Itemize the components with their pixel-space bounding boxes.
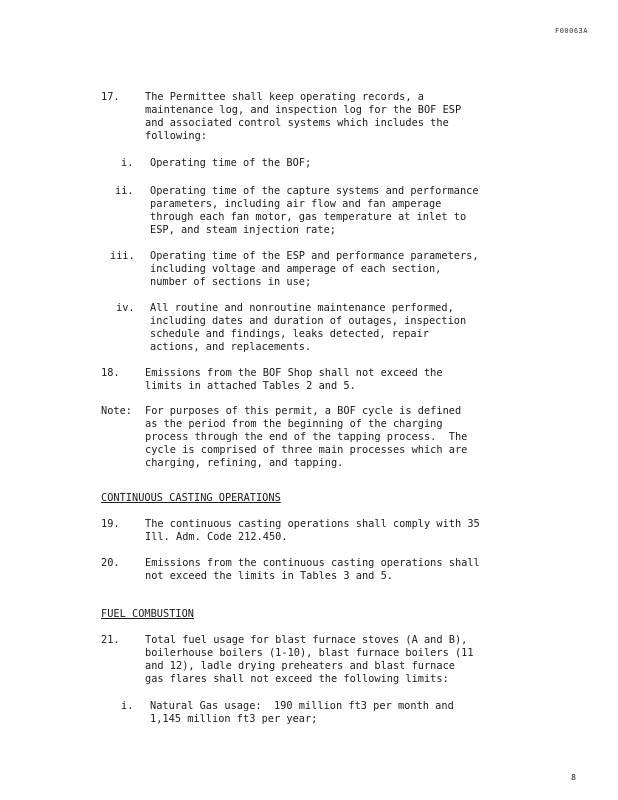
text-line: gas flares shall not exceed the following limits: [145,673,449,685]
text-line: Emissions from the BOF Shop shall not exceed the [145,367,443,379]
text-line: as the period from the beginning of the charging [145,418,443,430]
subitem-number: iv. [116,302,135,314]
text-line: cycle is comprised of three main processes which are [145,444,468,456]
condition-number: 19. [101,518,120,530]
document-code: F00063A [554,27,588,35]
text-line: including voltage and amperage of each section, [150,263,442,275]
condition-text [145,518,480,544]
subitem-text [150,185,479,237]
note-text [145,405,467,470]
subitem-text [150,302,466,354]
subitem-number: ii. [115,185,134,197]
text-line: The Permittee shall keep operating records, a [145,91,424,103]
text-line: Emissions from the continuous casting operations shall [145,557,480,569]
text-line: following: [145,130,207,142]
text-line: schedule and findings, leaks detected, repair [150,328,429,340]
text-line: and associated control systems which includes the [145,117,449,129]
note-label: Note: [101,405,132,417]
text-line: maintenance log, and inspection log for the BOF ESP [145,104,462,116]
page-number: 8 [571,773,576,782]
condition-text [145,91,461,143]
subitem-number: iii. [110,250,135,262]
text-line: limits in attached Tables 2 and 5. [145,380,356,392]
condition-number: 20. [101,557,120,569]
subitem-text [150,700,454,726]
text-line: Operating time of the ESP and performance parameters, [150,250,479,262]
condition-number: 21. [101,634,120,646]
text-line: The continuous casting operations shall comply with 35 [145,518,480,530]
subitem-text [150,157,311,170]
text-line: ESP, and steam injection rate; [150,224,336,236]
text-line: All routine and nonroutine maintenance performed, [150,302,454,314]
text-line: boilerhouse boilers (1-10), blast furnace boilers (11 [145,647,474,659]
subitem-text [150,250,479,289]
text-line: 1,145 million ft3 per year; [150,713,318,725]
text-line: actions, and replacements. [150,341,312,353]
text-line: For purposes of this permit, a BOF cycle is defined [145,405,462,417]
text-line: Operating time of the BOF; [150,157,312,169]
section-heading-continuous-casting: CONTINUOUS CASTING OPERATIONS [101,492,281,504]
text-line: and 12), ladle drying preheaters and blast furnace [145,660,455,672]
text-line: process through the end of the tapping process. The [145,431,468,443]
condition-number: 18. [101,367,120,379]
text-line: Operating time of the capture systems and performance [150,185,479,197]
text-line: number of sections in use; [150,276,312,288]
condition-text [145,557,480,583]
text-line: through each fan motor, gas temperature at inlet to [150,211,467,223]
text-line: charging, refining, and tapping. [145,457,344,469]
condition-text [145,634,474,686]
text-line: Natural Gas usage: 190 million ft3 per month and [150,700,454,712]
subitem-number: i. [121,700,134,712]
condition-number: 17. [101,91,120,103]
subitem-number: i. [121,157,134,169]
condition-text [145,367,443,393]
text-line: parameters, including air flow and fan amperage [150,198,442,210]
text-line: Ill. Adm. Code 212.450. [145,531,288,543]
text-line: not exceed the limits in Tables 3 and 5. [145,570,393,582]
text-line: including dates and duration of outages, inspection [150,315,467,327]
text-line: Total fuel usage for blast furnace stoves (A and B), [145,634,468,646]
section-heading-fuel-combustion: FUEL COMBUSTION [101,608,194,620]
